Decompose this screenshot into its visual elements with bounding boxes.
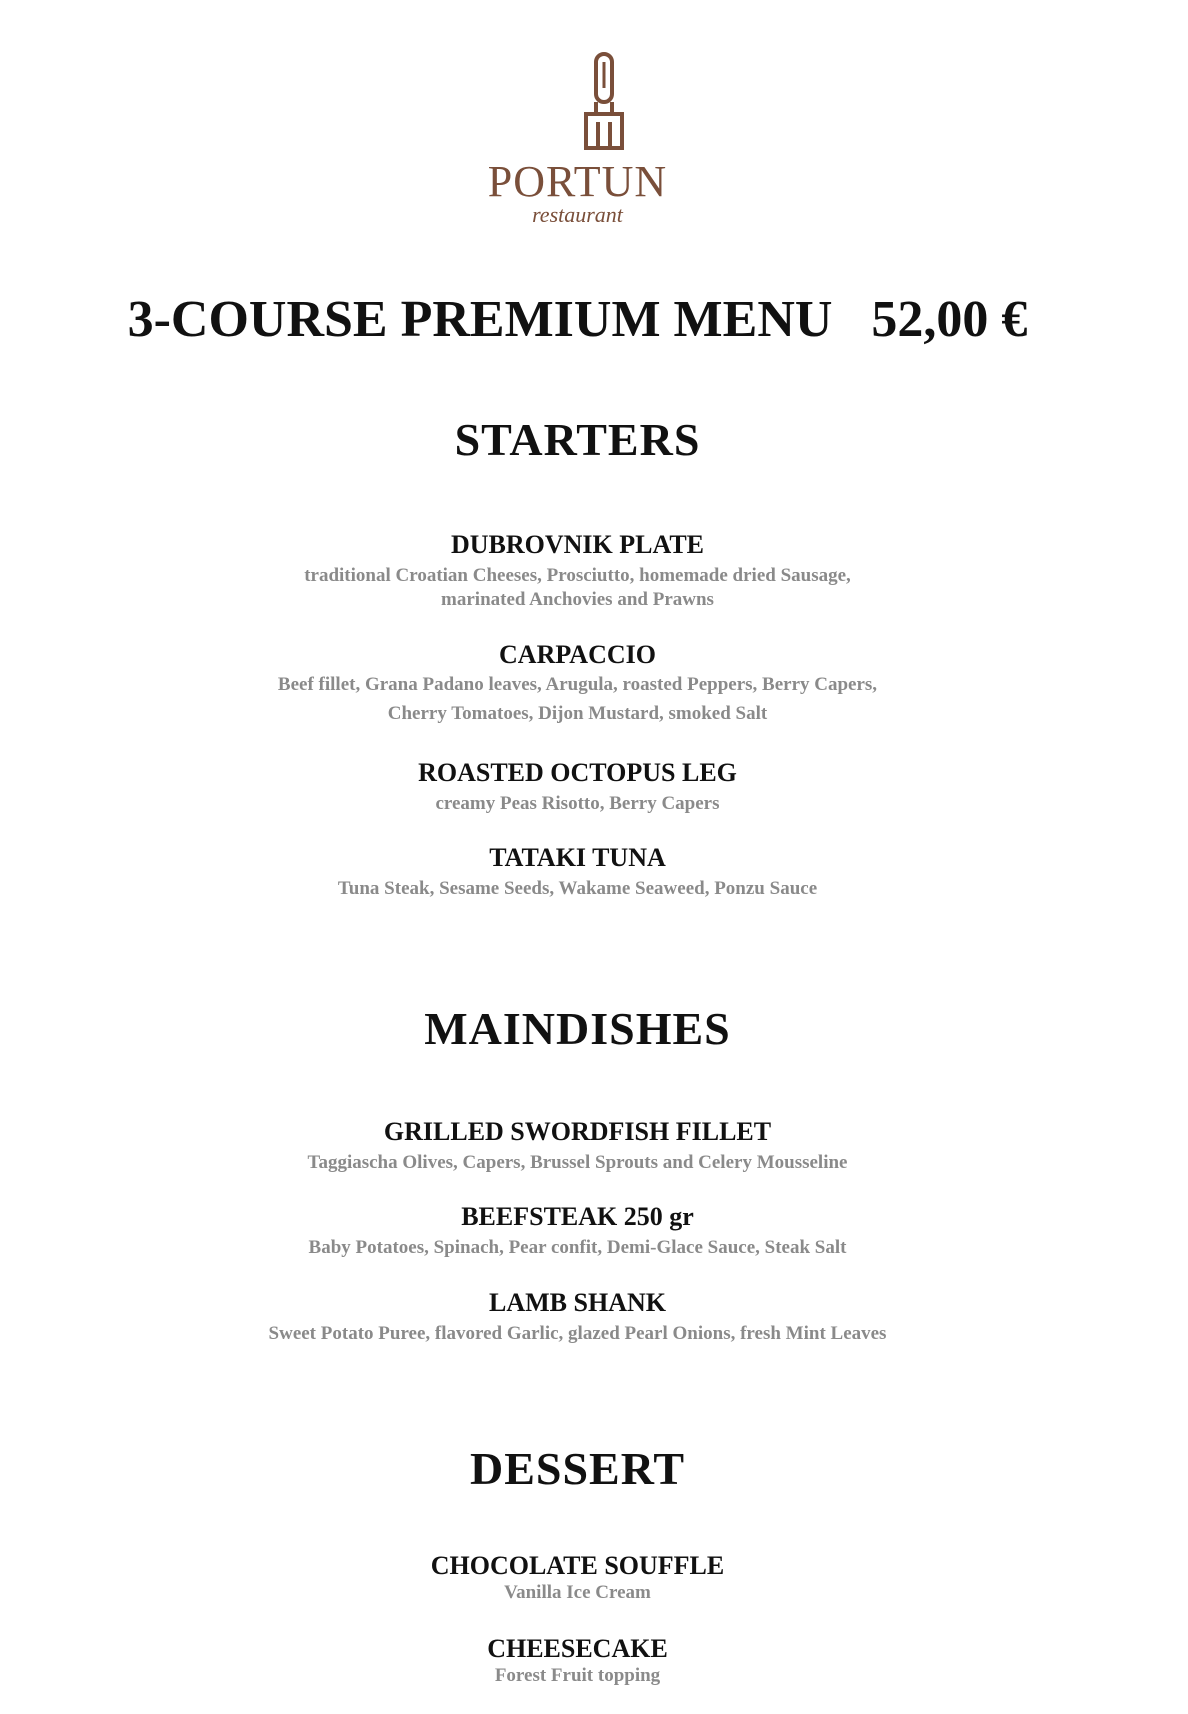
menu-item: [0, 640, 1155, 728]
item-description: Sweet Potato Puree, flavored Garlic, glazed Pearl Onions, fresh Mint Leaves: [268, 1323, 887, 1344]
brand-name: PORTUN: [487, 157, 668, 206]
item-description: Tuna Steak, Sesame Seeds, Wakame Seaweed, Ponzu Sauce: [337, 878, 818, 899]
starters-section: [0, 414, 1155, 466]
maindishes-section: [0, 1003, 1155, 1055]
item-name: BEEFSTEAK 250 gr: [461, 1202, 694, 1231]
item-name: CHEESECAKE: [487, 1634, 668, 1663]
item-description: Beef fillet, Grana Padano leaves, Arugula, roasted Peppers, Berry Capers,: [277, 674, 878, 695]
item-description: Baby Potatoes, Spinach, Pear confit, Demi-Glace Sauce, Steak Salt: [308, 1237, 847, 1258]
section-title-starters: STARTERS: [454, 414, 701, 465]
item-name: LAMB SHANK: [489, 1288, 666, 1317]
menu-item: [0, 530, 1155, 612]
fork-icon: [17, 52, 1172, 152]
item-description: Taggiascha Olives, Capers, Brussel Sprouts and Celery Mousseline: [307, 1152, 848, 1173]
menu-item: [0, 1288, 1155, 1346]
item-description: marinated Anchovies and Prawns: [441, 589, 714, 610]
brand-subtitle: restaurant: [532, 202, 623, 227]
item-description: creamy Peas Risotto, Berry Capers: [435, 793, 720, 814]
menu-item: [0, 1551, 1155, 1605]
menu-title: 3-COURSE PREMIUM MENU 52,00 €: [127, 291, 1028, 348]
item-name: CARPACCIO: [499, 640, 656, 669]
menu-item: [0, 843, 1155, 901]
menu-item: [0, 758, 1155, 816]
item-description: Cherry Tomatoes, Dijon Mustard, smoked Salt: [387, 703, 768, 724]
menu-item: [0, 1117, 1155, 1175]
item-description: traditional Croatian Cheeses, Prosciutto, homemade dried Sausage,: [304, 565, 851, 586]
menu-item: [0, 1202, 1155, 1260]
section-title-dessert: DESSERT: [469, 1443, 686, 1494]
item-name: TATAKI TUNA: [489, 843, 666, 872]
item-description: Vanilla Ice Cream: [504, 1582, 651, 1603]
dessert-section: [0, 1443, 1155, 1495]
item-description: Forest Fruit topping: [494, 1665, 661, 1686]
item-name: GRILLED SWORDFISH FILLET: [383, 1117, 772, 1146]
menu-item: [0, 1634, 1155, 1688]
section-title-maindishes: MAINDISHES: [424, 1003, 731, 1054]
item-name: CHOCOLATE SOUFFLE: [430, 1551, 725, 1580]
item-name: ROASTED OCTOPUS LEG: [418, 758, 737, 787]
item-name: DUBROVNIK PLATE: [450, 530, 705, 559]
restaurant-logo: [0, 52, 1188, 226]
